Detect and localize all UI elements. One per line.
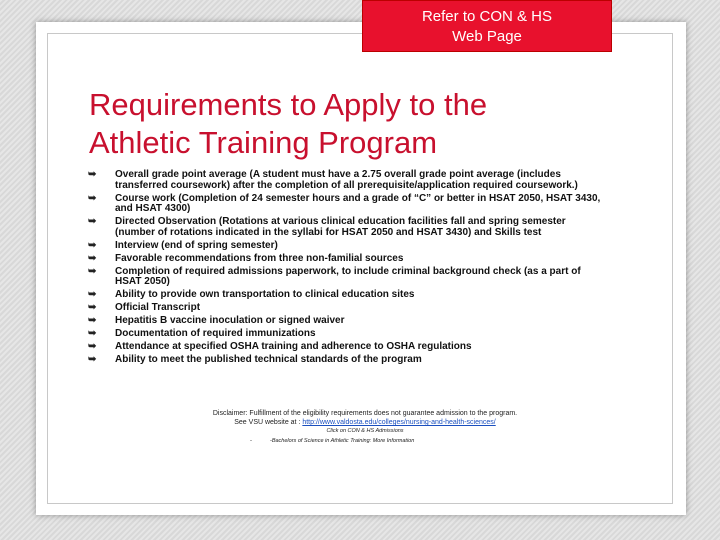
requirement-item: [88, 303, 608, 314]
web-page-callout: [362, 0, 612, 52]
slide-title: [89, 86, 609, 162]
requirement-item: [88, 267, 608, 288]
requirement-text: Attendance at specified OSHA training and adherence to OSHA regulations: [115, 341, 472, 353]
arrow-bullet-icon: ➥: [88, 252, 97, 264]
website-link[interactable]: http://www.valdosta.edu/colleges/nursing-and-health-sciences/: [302, 419, 496, 426]
requirement-item: [88, 355, 608, 366]
arrow-bullet-icon: ➥: [88, 192, 97, 204]
arrow-bullet-icon: ➥: [88, 354, 97, 366]
requirement-text: Documentation of required immunizations: [115, 328, 316, 340]
arrow-bullet-icon: ➥: [88, 169, 97, 180]
disclaimer: [150, 409, 580, 427]
requirement-item: [88, 217, 608, 238]
requirement-text: Ability to meet the published technical standards of the program: [115, 354, 422, 366]
requirement-item: [88, 194, 608, 215]
arrow-bullet-icon: ➥: [88, 341, 97, 353]
arrow-bullet-icon: ➥: [88, 289, 97, 301]
requirement-item: [88, 342, 608, 353]
note-dash: -: [250, 438, 252, 444]
requirement-item: [88, 241, 608, 252]
arrow-bullet-icon: ➥: [88, 265, 97, 277]
arrow-bullet-icon: ➥: [88, 315, 97, 327]
disclaimer-text: Disclaimer: Fulfillment of the eligibility requirements does not guarantee admission to the program.: [212, 410, 518, 417]
requirement-item: [88, 290, 608, 301]
requirement-text: Overall grade point average (A student must have a 2.75 overall grade point average (includes transferred coursework) after the completion of all prerequisite/application required coursework.): [115, 169, 578, 191]
requirement-text: Completion of required admissions paperwork, to include criminal background check (as a part of HSAT 2050): [115, 265, 581, 288]
website-prefix: See VSU website at :: [234, 419, 303, 426]
requirements-list: [88, 170, 608, 368]
website-line: [150, 418, 580, 427]
requirement-text: Ability to provide own transportation to clinical education sites: [115, 289, 415, 301]
requirement-text: Hepatitis B vaccine inoculation or signed waiver: [115, 315, 345, 327]
arrow-bullet-icon: ➥: [88, 302, 97, 314]
requirement-item: [88, 316, 608, 327]
arrow-bullet-icon: ➥: [88, 239, 97, 251]
requirement-item: [88, 170, 608, 191]
requirement-text: Course work (Completion of 24 semester hours and a grade of “C” or better in HSAT 2050, HSAT 3430, and HSAT 4300): [115, 192, 601, 215]
title-line-2: Athletic Training Program: [89, 125, 438, 160]
callout-line-1: Refer to CON & HS: [421, 8, 553, 25]
admissions-note: Click on CON & HS Admissions: [326, 428, 404, 434]
requirement-text: Official Transcript: [115, 302, 201, 314]
requirement-text: Directed Observation (Rotations at various clinical education facilities fall and spring semester (number of rotations indicated in the syllabi for HSAT 2050 and HSAT 3430) and Skills test: [115, 216, 566, 238]
arrow-bullet-icon: ➥: [88, 216, 97, 228]
requirement-item: [88, 254, 608, 265]
requirement-text: Interview (end of spring semester): [115, 239, 278, 251]
arrow-bullet-icon: ➥: [88, 328, 97, 340]
title-line-1: Requirements to Apply to the: [89, 87, 488, 122]
requirement-item: [88, 329, 608, 340]
callout-line-2: Web Page: [452, 28, 522, 45]
requirement-text: Favorable recommendations from three non-familial sources: [115, 252, 404, 264]
more-info-text: -Bachelors of Science in Athletic Training: More Information: [270, 438, 415, 444]
